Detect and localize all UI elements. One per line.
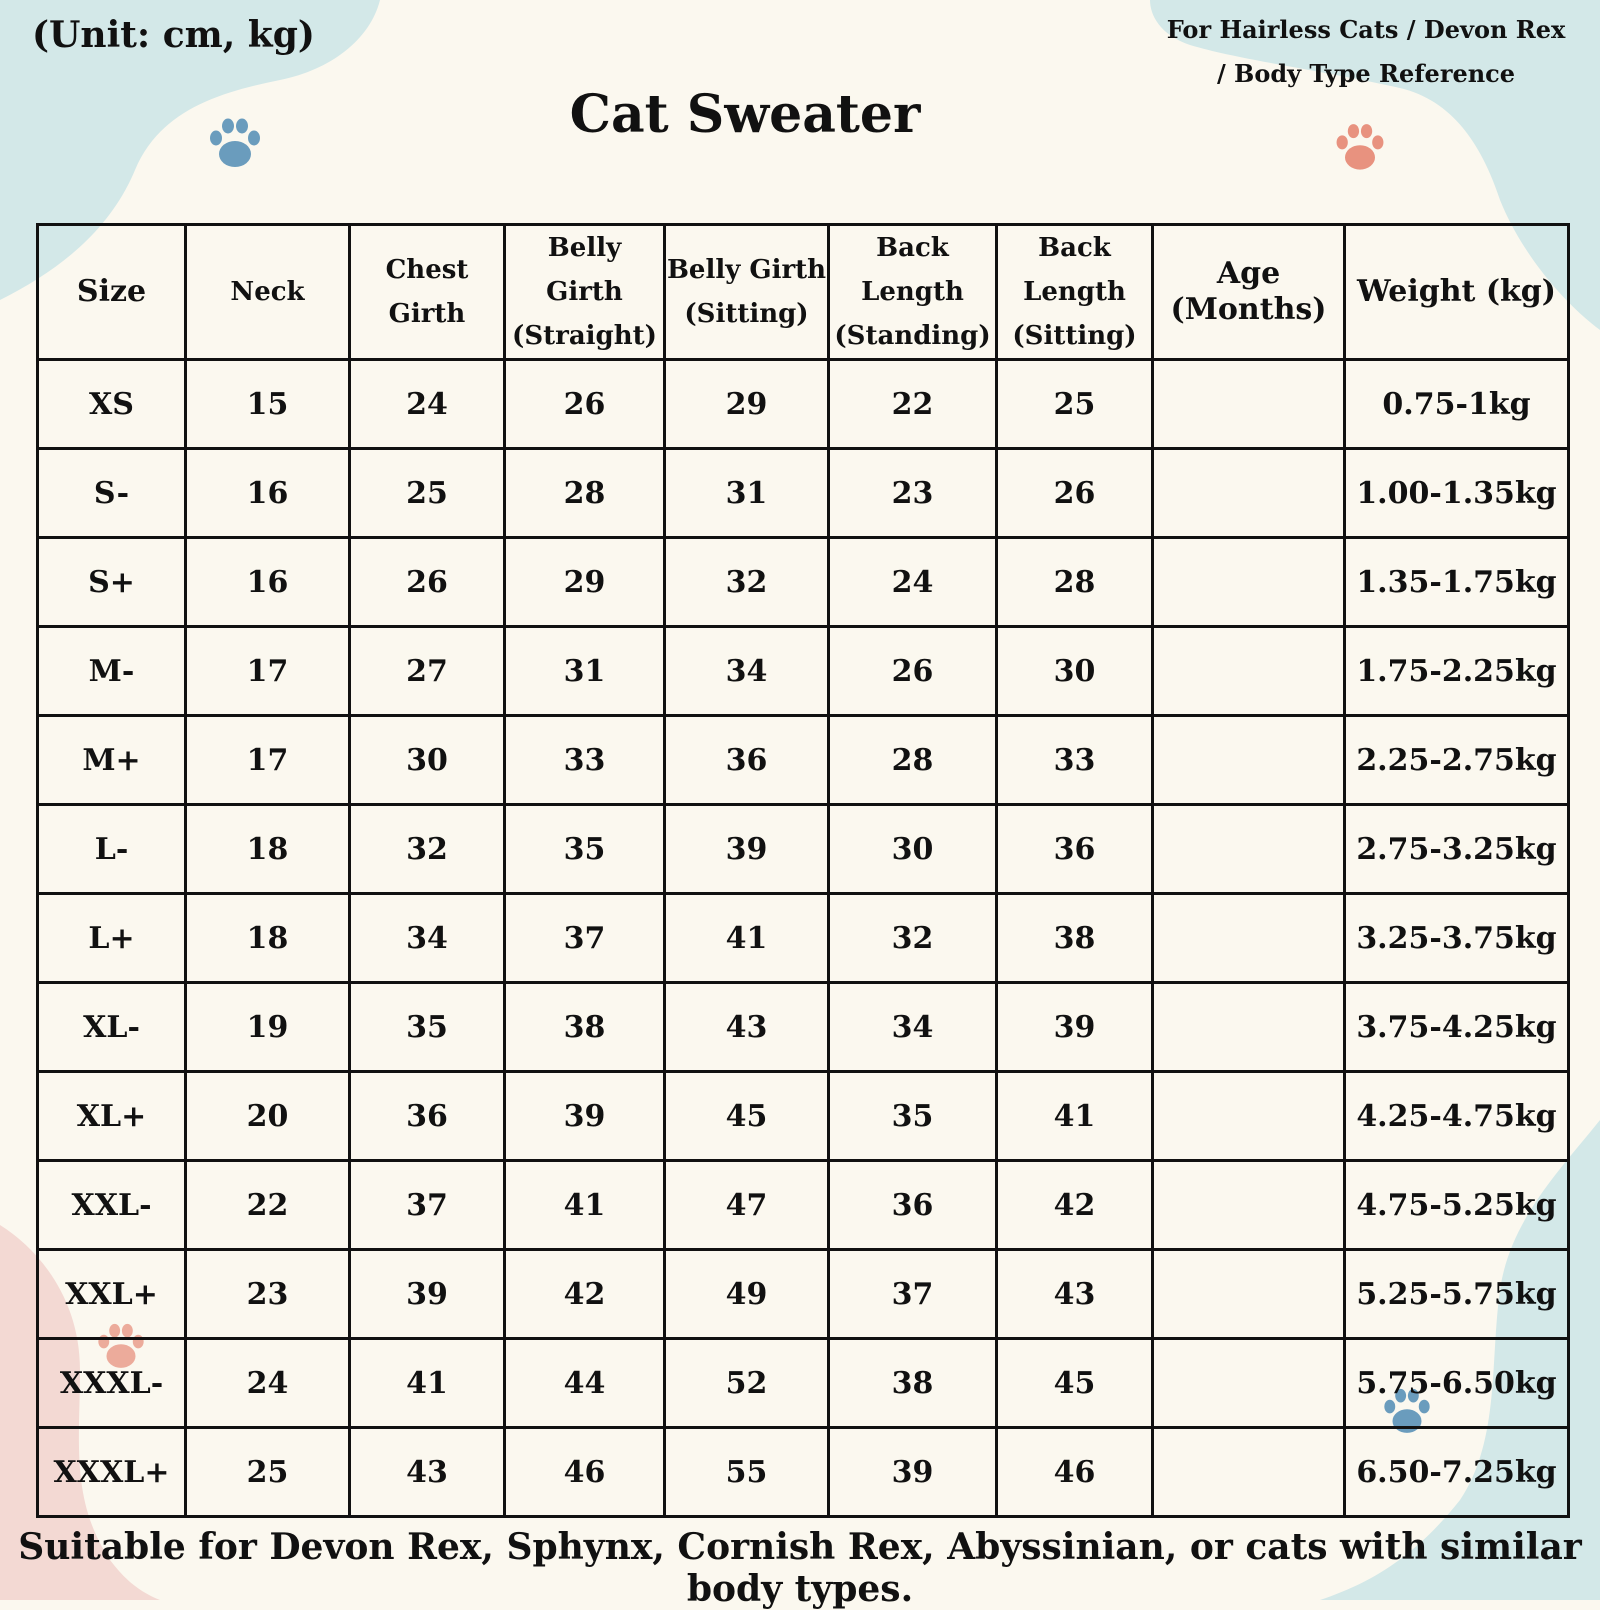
cell-size: XL-: [38, 983, 186, 1072]
cell-size: M+: [38, 716, 186, 805]
cell-back-length-standing: 30: [829, 805, 997, 894]
cell-belly-girth-straight: 38: [505, 983, 665, 1072]
cell-size: S-: [38, 449, 186, 538]
cell-neck: 19: [186, 983, 350, 1072]
unit-label: (Unit: cm, kg): [32, 14, 315, 56]
cell-belly-girth-sitting: 45: [665, 1072, 829, 1161]
header-line: (Sitting): [1012, 321, 1137, 351]
header-size: [38, 225, 186, 360]
cell-back-length-standing: 23: [829, 449, 997, 538]
cell-back-length-standing: 24: [829, 538, 997, 627]
cell-back-length-sitting: 45: [997, 1339, 1153, 1428]
cell-size: L-: [38, 805, 186, 894]
header-back-length-sitting: [997, 225, 1153, 360]
header-line: Belly Girth: [666, 255, 827, 285]
header-line: (Sitting): [684, 299, 809, 329]
header-line: Back Length: [1023, 233, 1126, 307]
header-belly-girth-sitting: [665, 225, 829, 360]
cell-weight: 0.75-1kg: [1345, 360, 1569, 449]
cell-weight: 3.25-3.75kg: [1345, 894, 1569, 983]
cell-back-length-sitting: 26: [997, 449, 1153, 538]
cell-belly-girth-straight: 28: [505, 449, 665, 538]
reference-note: [1156, 8, 1576, 96]
cell-back-length-standing: 28: [829, 716, 997, 805]
cell-size: XL+: [38, 1072, 186, 1161]
cell-chest-girth: 24: [350, 360, 505, 449]
table-row: [38, 716, 1569, 805]
header-line: Back Length: [861, 233, 964, 307]
header-line: (Straight): [512, 321, 657, 351]
cell-back-length-standing: 36: [829, 1161, 997, 1250]
cell-neck: 22: [186, 1161, 350, 1250]
table-row: [38, 894, 1569, 983]
table-row: [38, 1161, 1569, 1250]
cell-belly-girth-straight: 33: [505, 716, 665, 805]
cell-chest-girth: 34: [350, 894, 505, 983]
header-neck-label: Neck: [230, 277, 305, 307]
reference-note-line: / Body Type Reference: [1216, 59, 1516, 88]
cell-neck: 20: [186, 1072, 350, 1161]
cell-weight: 5.25-5.75kg: [1345, 1250, 1569, 1339]
cell-belly-girth-sitting: 55: [665, 1428, 829, 1517]
header-back-length-standing: [829, 225, 997, 360]
cell-neck: 23: [186, 1250, 350, 1339]
cell-age-months: [1153, 449, 1345, 538]
cell-belly-girth-straight: 29: [505, 538, 665, 627]
cell-weight: 2.75-3.25kg: [1345, 805, 1569, 894]
cell-back-length-sitting: 28: [997, 538, 1153, 627]
cell-neck: 16: [186, 449, 350, 538]
cell-belly-girth-sitting: 36: [665, 716, 829, 805]
table-row: [38, 805, 1569, 894]
cell-belly-girth-straight: 46: [505, 1428, 665, 1517]
cell-size: XXXL+: [38, 1428, 186, 1517]
cell-size: L+: [38, 894, 186, 983]
cell-weight: 4.75-5.25kg: [1345, 1161, 1569, 1250]
cell-belly-girth-sitting: 31: [665, 449, 829, 538]
cell-back-length-sitting: 46: [997, 1428, 1153, 1517]
cell-size: XS: [38, 360, 186, 449]
cell-back-length-standing: 38: [829, 1339, 997, 1428]
table-row: [38, 449, 1569, 538]
header-belly-girth-straight: [505, 225, 665, 360]
cell-chest-girth: 36: [350, 1072, 505, 1161]
cell-age-months: [1153, 716, 1345, 805]
cell-size: XXL-: [38, 1161, 186, 1250]
cell-belly-girth-sitting: 43: [665, 983, 829, 1072]
cell-chest-girth: 25: [350, 449, 505, 538]
cell-back-length-sitting: 41: [997, 1072, 1153, 1161]
table-row: [38, 1428, 1569, 1517]
cell-back-length-standing: 39: [829, 1428, 997, 1517]
cell-weight: 6.50-7.25kg: [1345, 1428, 1569, 1517]
cell-belly-girth-straight: 39: [505, 1072, 665, 1161]
header-line: (Standing): [834, 321, 991, 351]
header-line: Age: [1216, 256, 1281, 291]
cell-neck: 24: [186, 1339, 350, 1428]
cell-weight: 5.75-6.50kg: [1345, 1339, 1569, 1428]
cell-belly-girth-straight: 26: [505, 360, 665, 449]
cell-chest-girth: 30: [350, 716, 505, 805]
cell-belly-girth-straight: 37: [505, 894, 665, 983]
cell-neck: 15: [186, 360, 350, 449]
cell-size: S+: [38, 538, 186, 627]
table-row: [38, 627, 1569, 716]
cell-weight: 1.00-1.35kg: [1345, 449, 1569, 538]
cell-back-length-standing: 32: [829, 894, 997, 983]
cell-belly-girth-sitting: 52: [665, 1339, 829, 1428]
cell-belly-girth-straight: 31: [505, 627, 665, 716]
header-line: Girth: [388, 299, 466, 329]
cell-belly-girth-sitting: 41: [665, 894, 829, 983]
cell-weight: 4.25-4.75kg: [1345, 1072, 1569, 1161]
header-row: [38, 225, 1569, 360]
cell-neck: 16: [186, 538, 350, 627]
header-age-months: [1153, 225, 1345, 360]
cell-chest-girth: 27: [350, 627, 505, 716]
cell-back-length-sitting: 36: [997, 805, 1153, 894]
cell-age-months: [1153, 805, 1345, 894]
cell-back-length-sitting: 42: [997, 1161, 1153, 1250]
cell-age-months: [1153, 1428, 1345, 1517]
cell-back-length-sitting: 30: [997, 627, 1153, 716]
cell-chest-girth: 35: [350, 983, 505, 1072]
cell-back-length-standing: 37: [829, 1250, 997, 1339]
cell-chest-girth: 43: [350, 1428, 505, 1517]
cell-age-months: [1153, 1339, 1345, 1428]
header-chest-girth: [350, 225, 505, 360]
cell-chest-girth: 37: [350, 1161, 505, 1250]
reference-note-line: For Hairless Cats / Devon Rex: [1166, 15, 1566, 44]
cell-chest-girth: 41: [350, 1339, 505, 1428]
header-weight: [1345, 225, 1569, 360]
cell-size: XXL+: [38, 1250, 186, 1339]
cell-size: XXXL-: [38, 1339, 186, 1428]
cell-age-months: [1153, 538, 1345, 627]
cell-weight: 1.35-1.75kg: [1345, 538, 1569, 627]
header-weight-label: Weight (kg): [1357, 274, 1556, 309]
cell-age-months: [1153, 1161, 1345, 1250]
cell-belly-girth-sitting: 47: [665, 1161, 829, 1250]
table-row: [38, 1072, 1569, 1161]
cell-back-length-sitting: 38: [997, 894, 1153, 983]
table-row: [38, 983, 1569, 1072]
table-row: [38, 1339, 1569, 1428]
cell-age-months: [1153, 894, 1345, 983]
cell-back-length-sitting: 25: [997, 360, 1153, 449]
cell-neck: 18: [186, 894, 350, 983]
cell-belly-girth-straight: 44: [505, 1339, 665, 1428]
cell-back-length-standing: 26: [829, 627, 997, 716]
cell-chest-girth: 32: [350, 805, 505, 894]
cell-age-months: [1153, 983, 1345, 1072]
cell-belly-girth-sitting: 49: [665, 1250, 829, 1339]
header-neck: [186, 225, 350, 360]
cell-belly-girth-sitting: 32: [665, 538, 829, 627]
footer-note: Suitable for Devon Rex, Sphynx, Cornish Rex, Abyssinian, or cats with similar body types.: [18, 1526, 1582, 1610]
header-line: Chest: [385, 255, 469, 285]
cell-belly-girth-sitting: 29: [665, 360, 829, 449]
cell-age-months: [1153, 627, 1345, 716]
cell-size: M-: [38, 627, 186, 716]
cell-back-length-sitting: 39: [997, 983, 1153, 1072]
cell-back-length-standing: 22: [829, 360, 997, 449]
cell-chest-girth: 39: [350, 1250, 505, 1339]
size-table-body: [38, 360, 1569, 1517]
cell-back-length-sitting: 43: [997, 1250, 1153, 1339]
page-title: Cat Sweater: [569, 84, 921, 145]
cell-belly-girth-straight: 35: [505, 805, 665, 894]
cell-belly-girth-sitting: 39: [665, 805, 829, 894]
cell-weight: 2.25-2.75kg: [1345, 716, 1569, 805]
header-size-label: Size: [76, 274, 147, 309]
size-chart-table: [36, 223, 1570, 1518]
cell-belly-girth-sitting: 34: [665, 627, 829, 716]
table-row: [38, 360, 1569, 449]
table-row: [38, 1250, 1569, 1339]
cell-neck: 17: [186, 627, 350, 716]
cell-weight: 1.75-2.25kg: [1345, 627, 1569, 716]
cell-neck: 17: [186, 716, 350, 805]
cell-back-length-standing: 34: [829, 983, 997, 1072]
cell-weight: 3.75-4.25kg: [1345, 983, 1569, 1072]
cell-back-length-standing: 35: [829, 1072, 997, 1161]
cell-neck: 18: [186, 805, 350, 894]
cell-belly-girth-straight: 41: [505, 1161, 665, 1250]
cell-chest-girth: 26: [350, 538, 505, 627]
cell-age-months: [1153, 1250, 1345, 1339]
header-line: Belly Girth: [546, 233, 623, 307]
cell-age-months: [1153, 360, 1345, 449]
header-line: (Months): [1170, 292, 1327, 327]
cell-neck: 25: [186, 1428, 350, 1517]
cell-back-length-sitting: 33: [997, 716, 1153, 805]
cell-age-months: [1153, 1072, 1345, 1161]
cell-belly-girth-straight: 42: [505, 1250, 665, 1339]
table-row: [38, 538, 1569, 627]
